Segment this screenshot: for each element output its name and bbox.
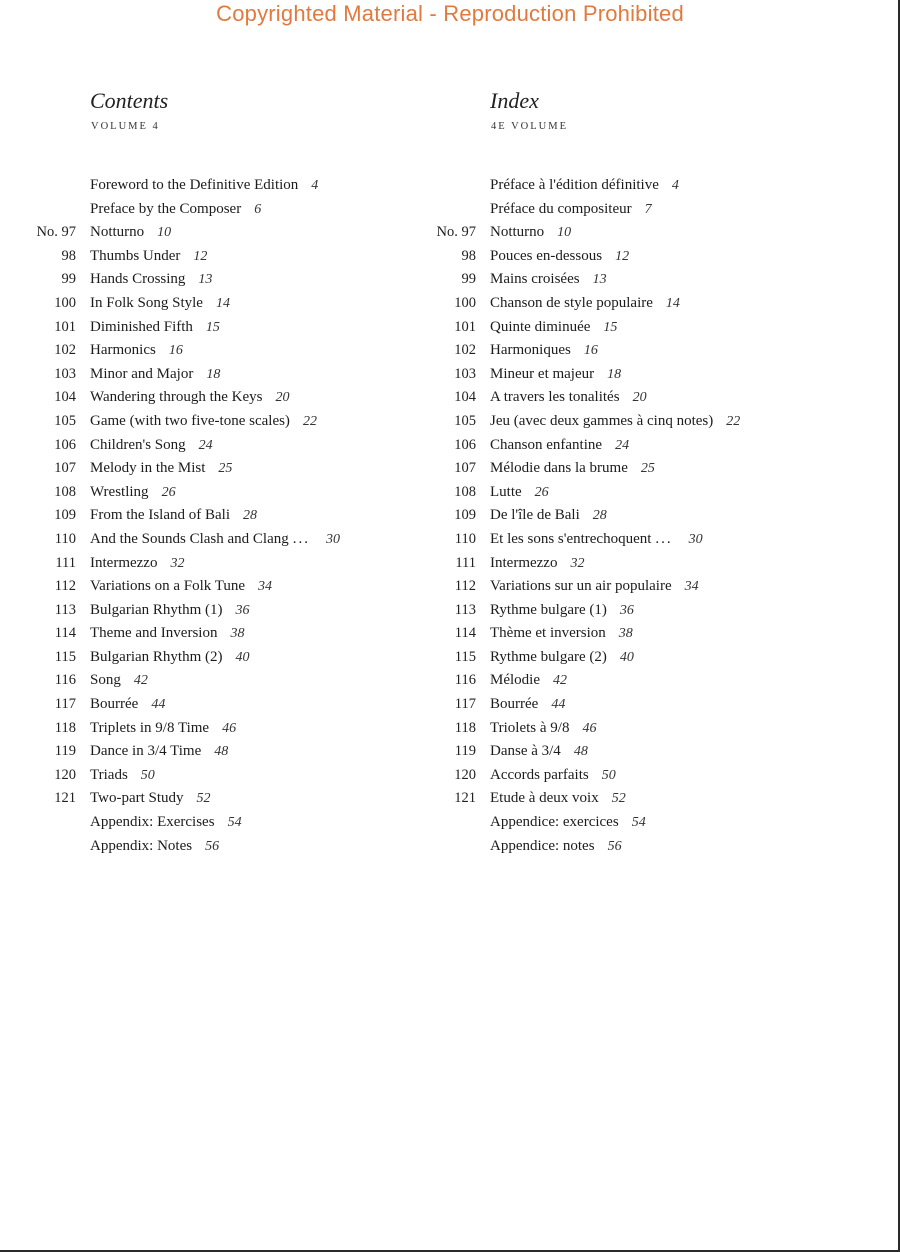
toc-entry	[400, 339, 820, 363]
entry-title: Dance in 3/4 Time	[90, 743, 202, 760]
entry-title: Préface à l'édition définitive	[490, 177, 659, 193]
entry-title: Et les sons s'entrechoquent	[490, 530, 652, 547]
entry-number: 111	[55, 554, 76, 571]
toc-entry	[0, 740, 420, 764]
entry-number: 112	[54, 578, 76, 595]
entry-page-number: 54	[631, 815, 646, 831]
entry-title: Chanson enfantine	[490, 436, 603, 453]
entry-title-line	[490, 669, 567, 693]
entry-number: 104	[54, 389, 76, 406]
entry-number: 106	[454, 436, 476, 453]
toc-entry	[0, 528, 420, 552]
toc-entry	[400, 363, 820, 387]
entry-title: Thème et inversion	[490, 625, 606, 642]
entry-title-line	[90, 599, 249, 623]
entry-title: Triads	[90, 766, 128, 783]
entry-number: 116	[54, 672, 76, 689]
entry-page-number: 42	[133, 673, 148, 689]
entry-page-number: 38	[230, 626, 245, 642]
entry-leader-dots: ...	[292, 530, 310, 547]
toc-entry	[400, 599, 820, 623]
toc-entry	[400, 787, 820, 811]
entry-title-line	[90, 457, 232, 481]
entry-number: 107	[454, 460, 476, 477]
entry-title-line	[90, 386, 290, 410]
entry-title: Harmoniques	[490, 342, 571, 359]
entry-page-number: 52	[196, 791, 211, 807]
entry-title-line	[90, 669, 148, 693]
entry-number: 110	[54, 530, 76, 547]
entry-title: Chanson de style populaire	[490, 294, 653, 311]
entry-page-number: 48	[214, 744, 229, 760]
toc-entry	[0, 363, 420, 387]
entry-page-number: 36	[235, 602, 250, 618]
entry-page-number: 34	[258, 579, 273, 595]
entry-title: Quinte diminuée	[490, 318, 591, 335]
toc-entry	[400, 457, 820, 481]
entry-title: Theme and Inversion	[90, 625, 218, 642]
entry-title: Mélodie	[490, 672, 540, 689]
entry-title: Foreword to the Definitive Edition	[90, 177, 299, 193]
entry-page-number: 30	[688, 531, 703, 547]
entry-title-line	[490, 481, 549, 505]
entry-page-number: 14	[215, 295, 230, 311]
entry-title: Bulgarian Rhythm (2)	[90, 648, 223, 665]
entry-number: 102	[454, 342, 476, 359]
toc-entry	[400, 245, 820, 269]
entry-page-number: 25	[218, 461, 233, 477]
toc-entry	[0, 245, 420, 269]
entry-number: 114	[54, 625, 76, 642]
toc-entry	[0, 552, 420, 576]
entry-page-number: 32	[570, 555, 585, 571]
entry-title-line	[90, 504, 257, 528]
entry-number: 114	[454, 625, 476, 642]
entry-title-line	[90, 528, 340, 552]
entry-number: 111	[455, 554, 476, 571]
entry-number: 113	[54, 601, 76, 618]
entry-title-line	[90, 646, 249, 670]
entry-title-line	[490, 787, 626, 811]
entry-number: 103	[454, 365, 476, 382]
entry-title: Appendix: Exercises	[90, 814, 215, 831]
entry-number: 115	[454, 648, 476, 665]
toc-entry	[400, 198, 820, 222]
entry-number: 119	[454, 743, 476, 760]
entry-page-number: 26	[161, 484, 176, 500]
entry-title-line	[490, 693, 565, 717]
toc-entry	[400, 434, 820, 458]
entry-number: 116	[454, 672, 476, 689]
toc-entry	[400, 386, 820, 410]
entry-title: Preface by the Composer	[90, 200, 242, 217]
toc-entry	[0, 386, 420, 410]
entry-page-number: 48	[573, 744, 588, 760]
entry-number: 98	[461, 247, 476, 264]
entry-page-number: 54	[227, 815, 242, 831]
entry-page-number: 28	[242, 508, 257, 524]
entry-page-number: 13	[592, 272, 607, 288]
toc-entry	[0, 575, 420, 599]
index-volume-label: 4E VOLUME	[491, 121, 569, 132]
index-heading: Index	[490, 88, 539, 113]
toc-entry	[400, 646, 820, 670]
entry-title: Song	[90, 672, 121, 689]
entry-title: Rythme bulgare (1)	[490, 601, 607, 618]
toc-entry	[0, 599, 420, 623]
entry-page-number: 15	[205, 319, 220, 335]
toc-entry	[0, 693, 420, 717]
entry-title-line	[490, 811, 646, 835]
entry-page-number: 14	[665, 295, 680, 311]
toc-entry	[0, 717, 420, 741]
entry-title-line	[90, 339, 183, 363]
entry-title: Mélodie dans la brume	[490, 460, 628, 477]
entry-page-number: 4	[671, 178, 679, 193]
entry-title: Appendice: exercices	[490, 814, 619, 831]
entry-page-number: 38	[618, 626, 633, 642]
entry-number: 120	[454, 766, 476, 783]
entry-title-line	[490, 835, 622, 859]
contents-heading: Contents	[90, 88, 169, 113]
entry-title-line	[490, 764, 616, 788]
entry-title-line	[490, 363, 621, 387]
entry-number: 100	[454, 294, 476, 311]
entry-page-number: 30	[326, 531, 340, 547]
entry-page-number: 26	[534, 484, 549, 500]
entry-page-number: 46	[582, 720, 597, 736]
entry-title-line	[90, 575, 272, 599]
entry-page-number: 34	[684, 579, 699, 595]
entry-number: 103	[54, 365, 76, 382]
toc-entry	[0, 457, 420, 481]
entry-title: Melody in the Mist	[90, 460, 206, 477]
entry-title-line	[90, 622, 244, 646]
entry-title: Notturno	[490, 224, 545, 241]
entry-page-number: 44	[551, 697, 566, 713]
entry-number: 117	[454, 696, 476, 713]
entry-page-number: 20	[275, 390, 290, 406]
entry-title: Appendice: notes	[490, 837, 595, 854]
entry-title: Rythme bulgare (2)	[490, 648, 607, 665]
entry-title-line	[490, 198, 652, 222]
entry-title: Wrestling	[90, 483, 149, 500]
toc-entry	[0, 622, 420, 646]
entry-page-number: 24	[198, 437, 213, 453]
entry-title-line	[90, 198, 261, 222]
entry-number: 118	[454, 719, 476, 736]
toc-entry	[400, 575, 820, 599]
toc-entry	[0, 268, 420, 292]
entry-page-number: 10	[557, 225, 572, 241]
entry-title: Intermezzo	[490, 554, 558, 571]
entry-title: Appendix: Notes	[90, 837, 193, 854]
entry-title-line	[490, 528, 703, 552]
toc-entry	[0, 646, 420, 670]
entry-page-number: 20	[632, 390, 647, 406]
entry-title-line	[90, 434, 213, 458]
entry-page-number: 56	[205, 838, 220, 854]
entry-title: Intermezzo	[90, 554, 158, 571]
entry-page-number: 32	[170, 555, 185, 571]
entry-number: 98	[61, 247, 76, 264]
toc-entry	[0, 339, 420, 363]
toc-entry	[0, 481, 420, 505]
entry-title-line	[490, 174, 679, 198]
entry-title: Children's Song	[90, 436, 186, 453]
toc-entry	[400, 221, 820, 245]
entry-title-line	[90, 693, 165, 717]
contents-volume-label: VOLUME 4	[91, 121, 160, 132]
entry-page-number: 28	[592, 508, 607, 524]
entry-number: 121	[454, 790, 476, 807]
entry-title-line	[490, 740, 588, 764]
entry-number: 105	[54, 412, 76, 429]
entry-title: Game (with two five-tone scales)	[90, 412, 290, 429]
entry-title-line	[90, 316, 220, 340]
toc-entry	[0, 292, 420, 316]
toc-entry	[400, 316, 820, 340]
entry-title-line	[90, 221, 171, 245]
entry-title: Harmonics	[90, 342, 156, 359]
toc-entry	[400, 669, 820, 693]
entry-number: 108	[54, 483, 76, 500]
toc-entry	[400, 717, 820, 741]
entry-title: Hands Crossing	[90, 271, 186, 288]
entry-page-number: 22	[302, 413, 317, 429]
entry-page-number: 40	[235, 649, 250, 665]
entry-page-number: 36	[619, 602, 634, 618]
entry-page-number: 46	[222, 720, 237, 736]
entry-page-number: 25	[640, 461, 655, 477]
entry-title-line	[490, 339, 598, 363]
entry-page-number: 56	[607, 838, 622, 854]
entry-page-number: 22	[726, 413, 741, 429]
entry-number: 109	[54, 507, 76, 524]
entry-title: Etude à deux voix	[490, 790, 599, 807]
toc-entry	[400, 764, 820, 788]
entry-title: Mineur et majeur	[490, 365, 595, 382]
toc-entry	[0, 764, 420, 788]
toc-entry	[400, 552, 820, 576]
entry-page-number: 12	[615, 248, 630, 264]
entry-page-number: 44	[151, 697, 166, 713]
toc-entry	[400, 268, 820, 292]
toc-entry	[0, 669, 420, 693]
entry-page-number: 50	[140, 767, 155, 783]
entry-title-line	[90, 292, 230, 316]
entry-title-line	[490, 646, 634, 670]
toc-entry	[0, 410, 420, 434]
entry-leader-dots: ...	[655, 530, 673, 547]
toc-entry	[0, 811, 420, 835]
entry-title: A travers les tonalités	[490, 389, 620, 406]
entry-title-line	[490, 575, 699, 599]
entry-number: No. 97	[36, 224, 76, 241]
entry-title-line	[90, 363, 220, 387]
entry-title-line	[490, 552, 584, 576]
entry-page-number: 50	[601, 767, 616, 783]
entry-title-line	[90, 811, 242, 835]
entry-number: 102	[54, 342, 76, 359]
entry-number: 107	[54, 460, 76, 477]
entry-title-line	[90, 268, 212, 292]
entry-title-line	[490, 292, 680, 316]
entry-title-line	[490, 622, 633, 646]
toc-entry	[0, 504, 420, 528]
entry-title: Danse à 3/4	[490, 743, 561, 760]
entry-title: Préface du compositeur	[490, 200, 632, 217]
entry-number: 106	[54, 436, 76, 453]
toc-entry	[400, 693, 820, 717]
toc-entry	[400, 292, 820, 316]
entry-number: 120	[54, 766, 76, 783]
toc-entry	[400, 811, 820, 835]
toc-entry	[400, 835, 820, 859]
entry-title: Two-part Study	[90, 790, 184, 807]
entry-title-line	[490, 717, 596, 741]
entry-title-line	[490, 316, 617, 340]
entry-title-line	[490, 268, 607, 292]
toc-entry	[400, 622, 820, 646]
entry-title: Diminished Fifth	[90, 318, 193, 335]
entry-page-number: 18	[607, 366, 622, 382]
entry-page-number: 15	[603, 319, 618, 335]
toc-entry	[400, 740, 820, 764]
entry-number: 115	[54, 648, 76, 665]
entry-title: Notturno	[90, 224, 145, 241]
entry-title: Bourrée	[90, 696, 139, 713]
entry-number: 121	[54, 790, 76, 807]
entry-title-line	[90, 410, 317, 434]
entry-title: Variations on a Folk Tune	[90, 578, 246, 595]
entry-title: Bourrée	[490, 696, 539, 713]
entry-title-line	[490, 457, 655, 481]
toc-entry	[400, 174, 820, 198]
entry-title: In Folk Song Style	[90, 294, 203, 311]
toc-entry	[400, 528, 820, 552]
entry-title: Mains croisées	[490, 271, 580, 288]
entry-title-line	[90, 174, 318, 198]
entry-title-line	[490, 410, 740, 434]
entry-number: 101	[454, 318, 476, 335]
toc-entry	[400, 504, 820, 528]
entry-page-number: 10	[157, 225, 172, 241]
entry-title-line	[90, 481, 176, 505]
entry-title-line	[90, 717, 236, 741]
entry-page-number: 24	[615, 437, 630, 453]
entry-number: 109	[454, 507, 476, 524]
entry-number: 118	[54, 719, 76, 736]
toc-entry	[0, 787, 420, 811]
entry-number: 113	[454, 601, 476, 618]
toc-entry	[0, 316, 420, 340]
toc-entry	[0, 221, 420, 245]
contents-list	[0, 174, 420, 858]
toc-entry	[0, 434, 420, 458]
entry-title-line	[90, 764, 155, 788]
entry-number: 108	[454, 483, 476, 500]
entry-number: 110	[454, 530, 476, 547]
entry-page-number: 6	[254, 201, 262, 217]
entry-page-number: 18	[206, 366, 221, 382]
entry-number: 104	[454, 389, 476, 406]
entry-page-number: 16	[583, 343, 598, 359]
entry-number: 99	[461, 271, 476, 288]
entry-page-number: 40	[619, 649, 634, 665]
entry-page-number: 12	[193, 248, 208, 264]
entry-number: 117	[54, 696, 76, 713]
entry-title: From the Island of Bali	[90, 507, 230, 524]
entry-number: 119	[54, 743, 76, 760]
entry-title: Lutte	[490, 483, 522, 500]
entry-page-number: 42	[553, 673, 567, 689]
entry-title: Bulgarian Rhythm (1)	[90, 601, 223, 618]
entry-title: Accords parfaits	[490, 766, 589, 783]
entry-number: 100	[54, 294, 76, 311]
entry-title-line	[490, 245, 629, 269]
toc-entry	[0, 174, 420, 198]
entry-number: 101	[54, 318, 76, 335]
entry-title-line	[90, 740, 228, 764]
entry-title-line	[490, 221, 571, 245]
entry-title-line	[90, 787, 211, 811]
entry-title: Wandering through the Keys	[90, 389, 263, 406]
entry-title: Pouces en-dessous	[490, 247, 603, 264]
entry-title: De l'île de Bali	[490, 507, 580, 524]
entry-number: 105	[454, 412, 476, 429]
entry-title-line	[90, 835, 219, 859]
entry-number: No. 97	[436, 224, 476, 241]
copyright-banner: Copyrighted Material - Reproduction Prohibited	[216, 1, 684, 26]
entry-title: And the Sounds Clash and Clang	[90, 530, 289, 547]
entry-number: 112	[454, 578, 476, 595]
entry-title-line	[490, 434, 629, 458]
entry-title-line	[90, 245, 207, 269]
entry-page-number: 4	[311, 178, 319, 193]
entry-title-line	[490, 504, 607, 528]
entry-title: Variations sur un air populaire	[490, 578, 672, 595]
entry-title: Thumbs Under	[90, 247, 181, 264]
entry-title: Minor and Major	[90, 365, 194, 382]
entry-title-line	[90, 552, 184, 576]
entry-page-number: 13	[198, 272, 213, 288]
entry-page-number: 16	[168, 343, 183, 359]
entry-title-line	[490, 386, 647, 410]
entry-title: Jeu (avec deux gammes à cinq notes)	[490, 412, 714, 429]
entry-page-number: 7	[644, 201, 652, 217]
entry-number: 99	[61, 271, 76, 288]
index-list	[400, 174, 820, 858]
toc-entry	[400, 410, 820, 434]
entry-title: Triplets in 9/8 Time	[90, 719, 210, 736]
entry-title: Triolets à 9/8	[490, 719, 570, 736]
entry-page-number: 52	[611, 791, 626, 807]
toc-entry	[0, 198, 420, 222]
toc-entry	[400, 481, 820, 505]
toc-entry	[0, 835, 420, 859]
entry-title-line	[490, 599, 634, 623]
